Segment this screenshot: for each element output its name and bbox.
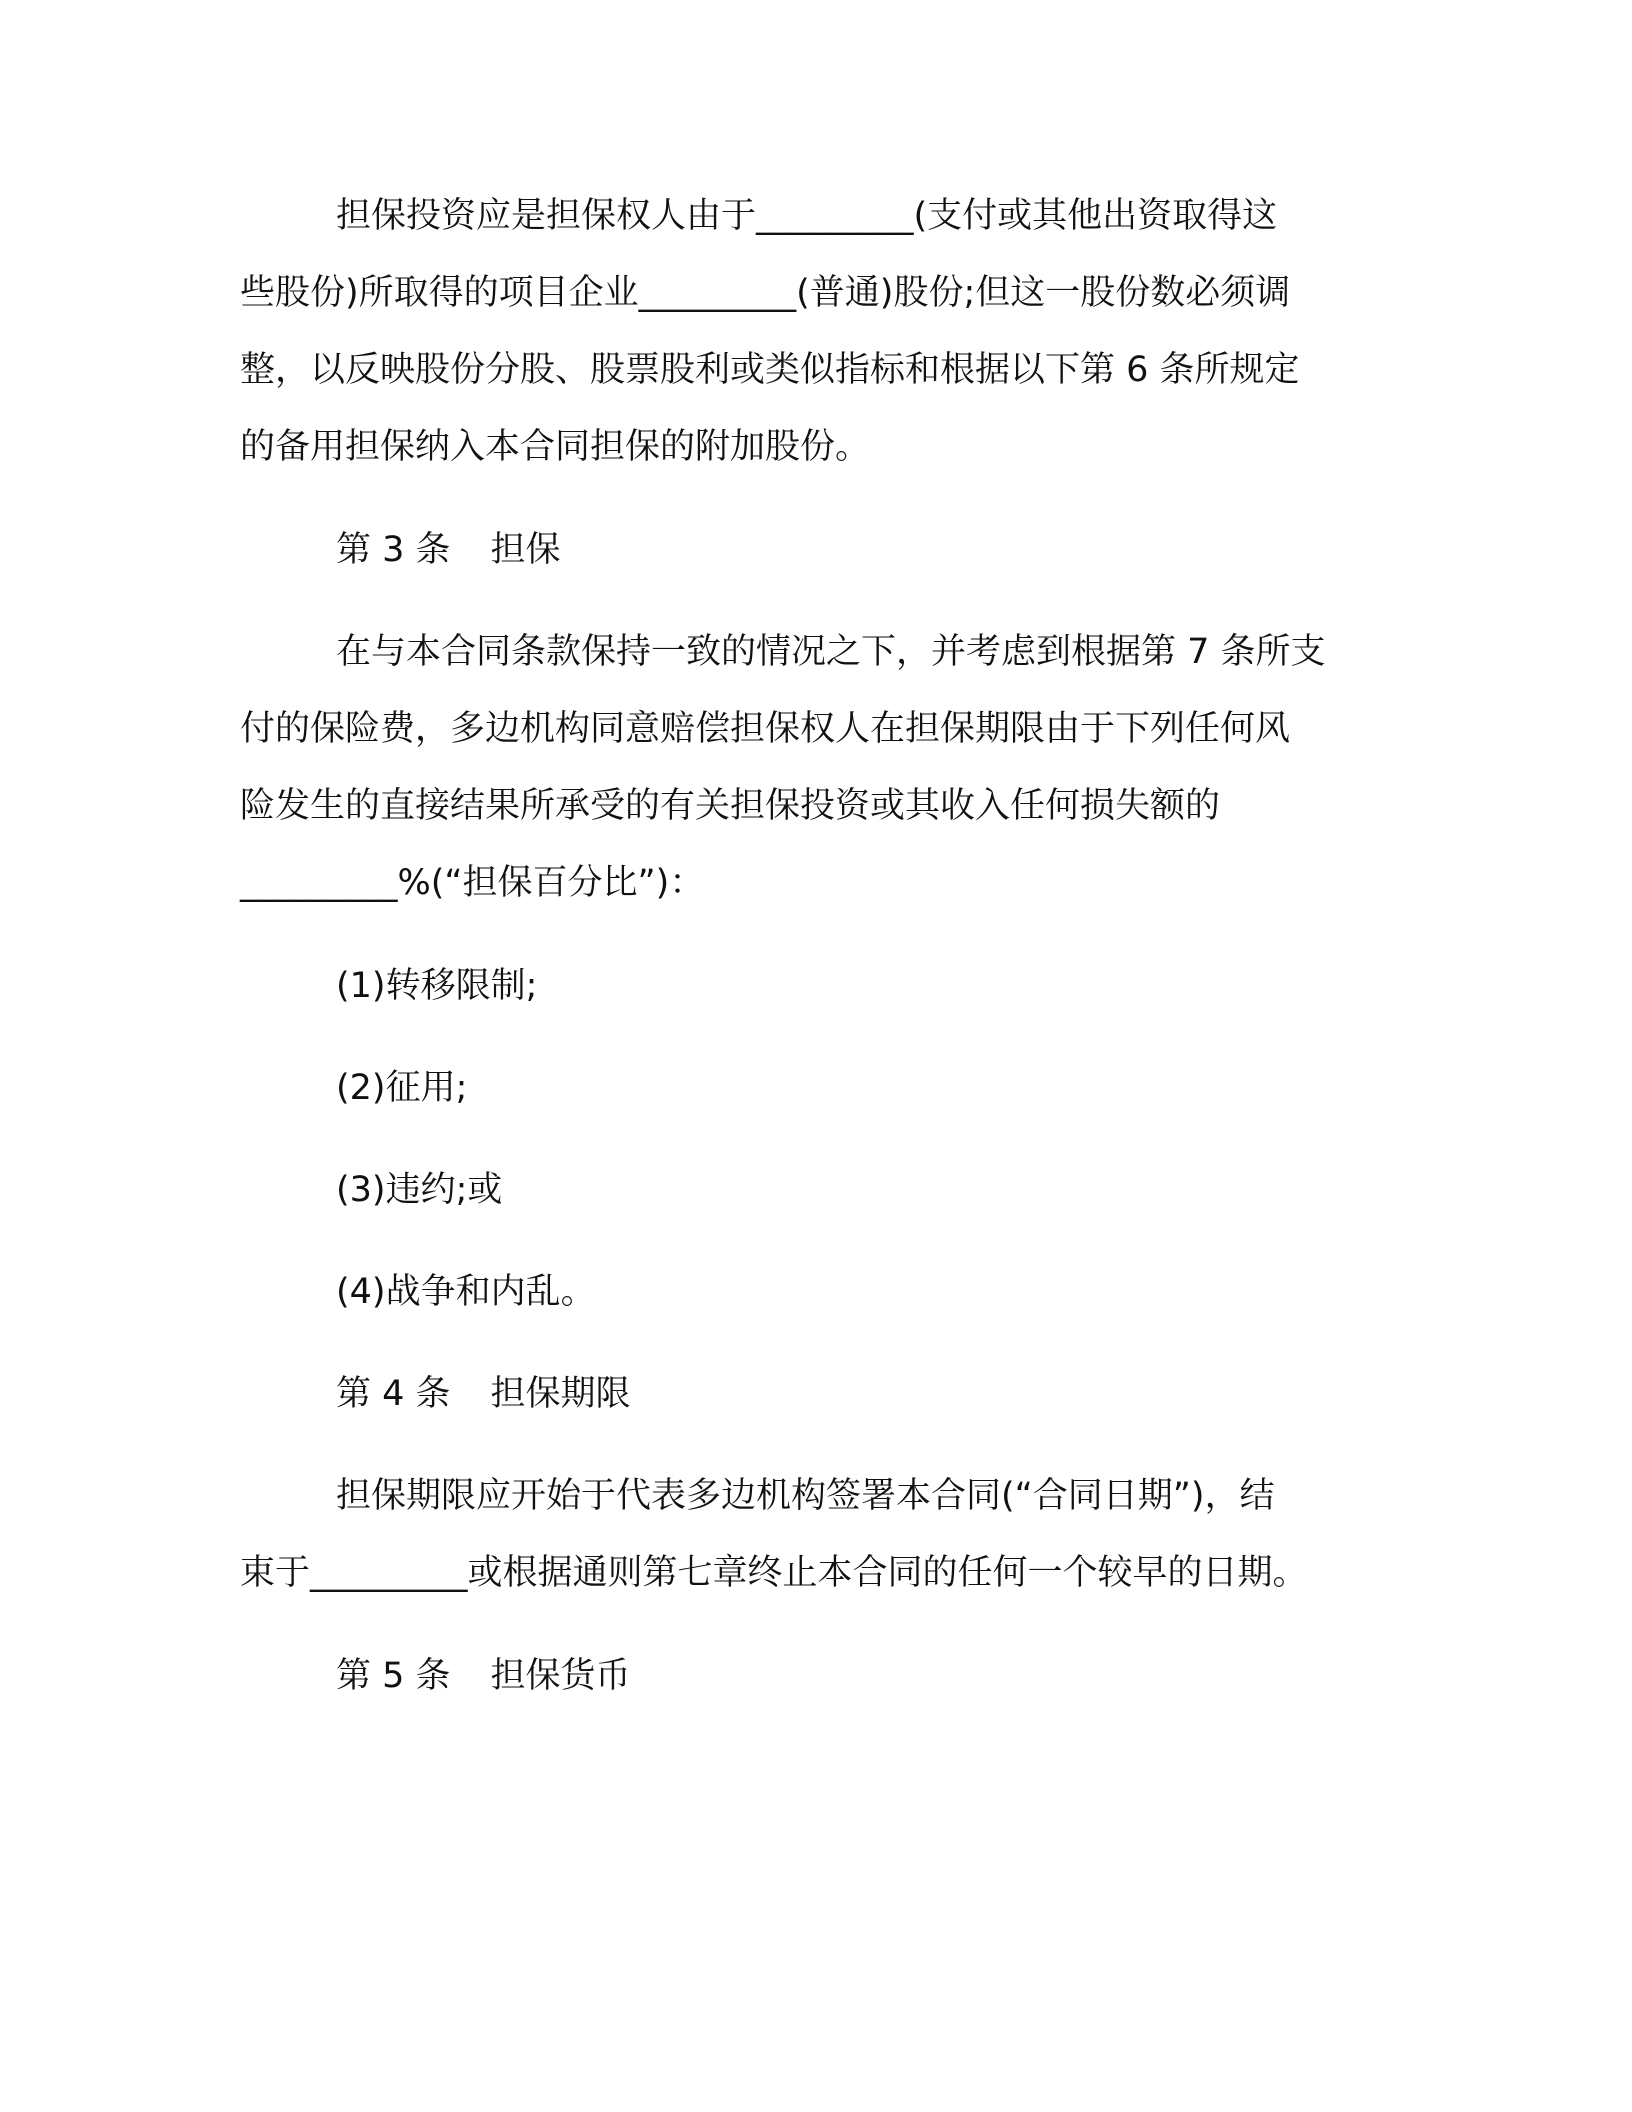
text-line: 些股份)所取得的项目企业_________(普通)股份;但这一股份数必须调 bbox=[240, 273, 1291, 313]
text-line: 担保期限应开始于代表多边机构签署本合同(“合同日期”)，结 bbox=[336, 1476, 1275, 1516]
text-line: 的备用担保纳入本合同担保的附加股份。 bbox=[240, 427, 871, 467]
paragraph-guarantee-period bbox=[240, 1458, 1400, 1612]
article-5-heading bbox=[240, 1638, 1400, 1715]
paragraph-invested-shares bbox=[240, 178, 1400, 486]
article-title: 担保 bbox=[490, 530, 561, 570]
text-line: 在与本合同条款保持一致的情况之下，并考虑到根据第 7 条所支 bbox=[336, 632, 1326, 672]
article-4-heading bbox=[240, 1356, 1400, 1433]
article-title: 担保货币 bbox=[490, 1656, 631, 1696]
list-item-war bbox=[240, 1254, 1400, 1331]
text-line: 担保投资应是担保权人由于_________(支付或其他出资取得这 bbox=[336, 196, 1278, 236]
text-line: (1)转移限制; bbox=[336, 966, 538, 1006]
article-number: 第 4 条 bbox=[336, 1374, 451, 1414]
text-line: 整，以反映股份分股、股票股利或类似指标和根据以下第 6 条所规定 bbox=[240, 350, 1300, 390]
article-number: 第 5 条 bbox=[336, 1656, 451, 1696]
text-line: (3)违约;或 bbox=[336, 1170, 503, 1210]
text-line: 付的保险费，多边机构同意赔偿担保权人在担保期限由于下列任何风 bbox=[240, 709, 1291, 749]
article-number: 第 3 条 bbox=[336, 530, 451, 570]
text-line: _________%(“担保百分比”)： bbox=[240, 863, 705, 903]
text-line: 束于_________或根据通则第七章终止本合同的任何一个较早的日期。 bbox=[240, 1553, 1308, 1593]
paragraph-guarantee bbox=[240, 614, 1400, 922]
text-line: (2)征用; bbox=[336, 1068, 468, 1108]
article-3-heading bbox=[240, 512, 1400, 589]
text-line: (4)战争和内乱。 bbox=[336, 1272, 596, 1312]
list-item-breach bbox=[240, 1152, 1400, 1229]
text-line: 险发生的直接结果所承受的有关担保投资或其收入任何损失额的 bbox=[240, 786, 1221, 826]
list-item-expropriation bbox=[240, 1050, 1400, 1127]
list-item-transfer-restriction bbox=[240, 948, 1400, 1025]
article-title: 担保期限 bbox=[490, 1374, 631, 1414]
